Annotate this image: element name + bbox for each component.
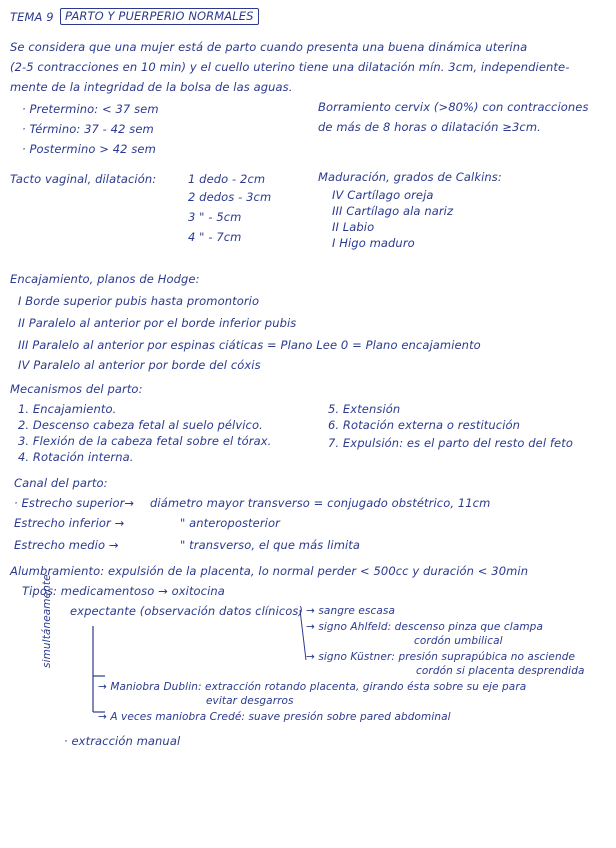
calkins-row: II Labio bbox=[332, 220, 375, 234]
canal-title: Canal del parto: bbox=[14, 476, 108, 490]
mecanismo-step: 6. Rotación externa o restitución bbox=[328, 418, 521, 432]
canal-label: Estrecho inferior → bbox=[14, 516, 125, 530]
term-item: · Postermino > 42 sem bbox=[22, 142, 156, 156]
dublin-line: → Maniobra Dublin: extracción rotando placenta, girando ésta sobre su eje para bbox=[98, 681, 527, 693]
hodge-plane: IV Paralelo al anterior por borde del cóxis bbox=[18, 358, 261, 372]
calkins-row: III Cartílago ala nariz bbox=[332, 204, 454, 218]
intro-line: mente de la integridad de la bolsa de las aguas. bbox=[10, 80, 293, 94]
signo-line: → sangre escasa bbox=[306, 605, 396, 617]
vertical-note: simultáneamente bbox=[41, 574, 53, 668]
alumbramiento-line: Alumbramiento: expulsión de la placenta, lo normal perder < 500cc y duración < 30min bbox=[10, 564, 529, 578]
dublin-line: evitar desgarros bbox=[206, 695, 294, 707]
signo-line: cordón si placenta desprendida bbox=[416, 665, 585, 677]
mecanismo-step: 7. Expulsión: es el parto del resto del feto bbox=[328, 436, 573, 450]
mecanismo-step: 1. Encajamiento. bbox=[18, 402, 117, 416]
calkins-title: Maduración, grados de Calkins: bbox=[318, 170, 502, 184]
page-title: PARTO Y PUERPERIO NORMALES bbox=[60, 8, 259, 25]
tacto-row: 2 dedos - 3cm bbox=[188, 190, 272, 204]
canal-label: Estrecho medio → bbox=[14, 538, 119, 552]
calkins-row: I Higo maduro bbox=[332, 236, 415, 250]
term-item: · Pretermino: < 37 sem bbox=[22, 102, 159, 116]
mecanismo-step: 2. Descenso cabeza fetal al suelo pélvico. bbox=[18, 418, 263, 432]
canal-value: " transverso, el que más limita bbox=[180, 538, 361, 552]
hodge-plane: III Paralelo al anterior por espinas ciáticas = Plano Lee 0 = Plano encajamiento bbox=[18, 338, 481, 352]
signo-line: cordón umbilical bbox=[414, 635, 503, 647]
expectante-line: expectante (observación datos clínicos) bbox=[70, 604, 304, 618]
canal-value: " anteroposterior bbox=[180, 516, 280, 530]
tema-label: TEMA 9 bbox=[10, 10, 54, 24]
borramiento-line: de más de 8 horas o dilatación ≥3cm. bbox=[318, 120, 541, 134]
canal-value: diámetro mayor transverso = conjugado obstétrico, 11cm bbox=[150, 496, 491, 510]
tacto-row: 4 " - 7cm bbox=[188, 230, 242, 244]
mecanismo-step: 5. Extensión bbox=[328, 402, 401, 416]
intro-line: (2-5 contracciones en 10 min) y el cuello uterino tiene una dilatación mín. 3cm, independiente- bbox=[10, 60, 570, 74]
tacto-row: 3 " - 5cm bbox=[188, 210, 242, 224]
signo-line: → signo Küstner: presión suprapúbica no asciende bbox=[306, 651, 576, 663]
term-item: · Término: 37 - 42 sem bbox=[22, 122, 154, 136]
calkins-row: IV Cartílago oreja bbox=[332, 188, 434, 202]
tipos-line: Tipos: medicamentoso → oxitocina bbox=[22, 584, 225, 598]
borramiento-line: Borramiento cervix (>80%) con contracciones bbox=[318, 100, 589, 114]
crede-line: → A veces maniobra Credé: suave presión sobre pared abdominal bbox=[98, 711, 451, 723]
hodge-plane: II Paralelo al anterior por el borde inferior pubis bbox=[18, 316, 297, 330]
extraccion-line: · extracción manual bbox=[64, 734, 181, 748]
encajamiento-title: Encajamiento, planos de Hodge: bbox=[10, 272, 200, 286]
signo-line: → signo Ahlfeld: descenso pinza que clampa bbox=[306, 621, 543, 633]
intro-line: Se considera que una mujer está de parto cuando presenta una buena dinámica uterina bbox=[10, 40, 528, 54]
tacto-label: Tacto vaginal, dilatación: bbox=[10, 172, 157, 186]
canal-label: · Estrecho superior→ bbox=[14, 496, 135, 510]
tacto-row: 1 dedo - 2cm bbox=[188, 172, 266, 186]
mecanismo-step: 3. Flexión de la cabeza fetal sobre el tórax. bbox=[18, 434, 272, 448]
hodge-plane: I Borde superior pubis hasta promontorio bbox=[18, 294, 260, 308]
mecanismos-title: Mecanismos del parto: bbox=[10, 382, 143, 396]
mecanismo-step: 4. Rotación interna. bbox=[18, 450, 134, 464]
